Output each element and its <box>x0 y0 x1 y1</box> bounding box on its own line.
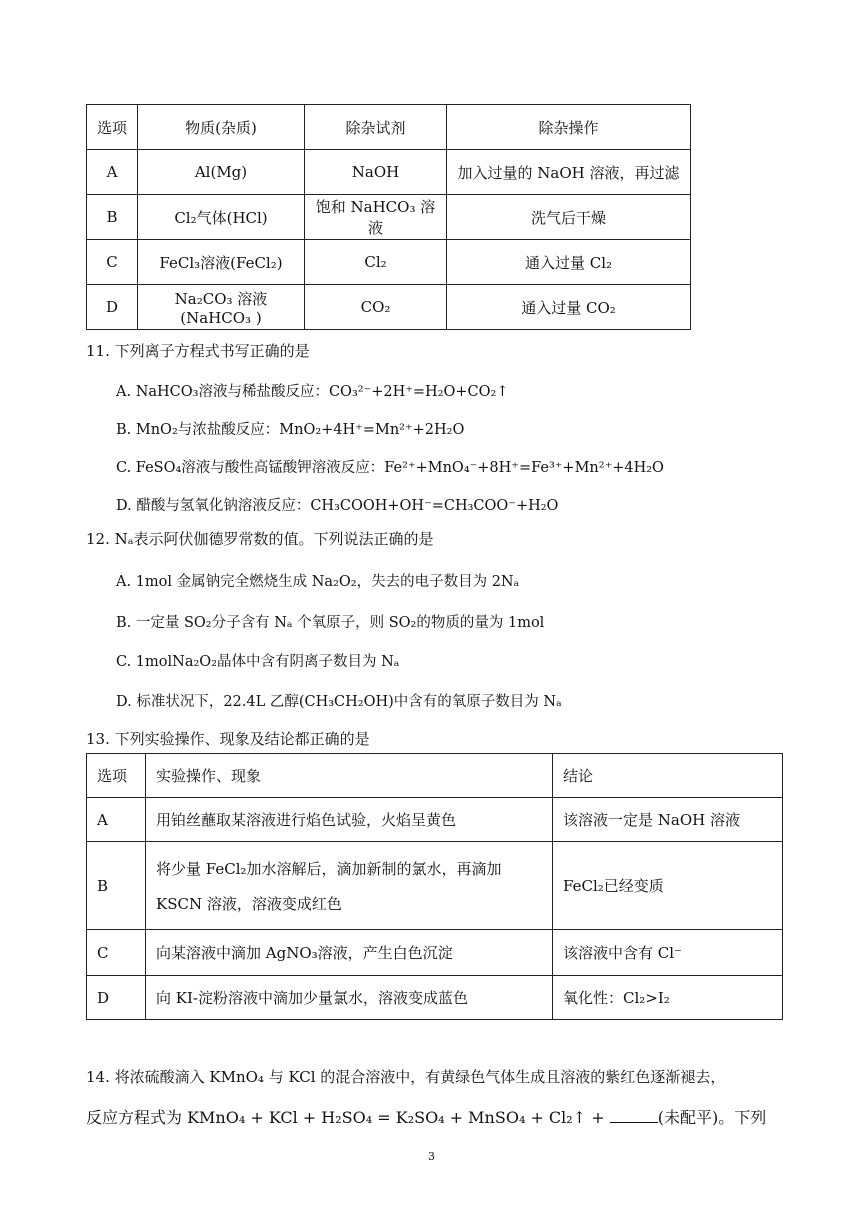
table-row <box>87 976 783 1020</box>
cell: 向 KI-淀粉溶液中滴加少量氯水，溶液变成蓝色 <box>146 976 553 1020</box>
cell: D <box>87 285 138 330</box>
table-row <box>87 195 691 240</box>
cell: Cl₂ <box>305 240 447 285</box>
cell: 该溶液中含有 Cl⁻ <box>553 930 783 976</box>
cell: Cl₂气体(HCl) <box>138 195 305 240</box>
header-cell: 除杂操作 <box>447 105 691 150</box>
table-row <box>87 798 783 842</box>
question-13-stem: 13. 下列实验操作、现象及结论都正确的是 <box>86 730 370 748</box>
reaction-equation: 反应方程式为 KMnO₄ + KCl + H₂SO₄ = K₂SO₄ + MnSO₄ + Cl₂↑ + <box>86 1108 610 1127</box>
page-number: 3 <box>428 1150 435 1163</box>
cell: CO₂ <box>305 285 447 330</box>
cell: 氧化性：Cl₂>I₂ <box>553 976 783 1020</box>
q12-option-b: B. 一定量 SO₂分子含有 Nₐ 个氧原子，则 SO₂的物质的量为 1mol <box>116 615 545 631</box>
cell: 洗气后干燥 <box>447 195 691 240</box>
cell: 该溶液一定是 NaOH 溶液 <box>553 798 783 842</box>
cell: NaOH <box>305 150 447 195</box>
cell: A <box>87 150 138 195</box>
q11-option-c: C. FeSO₄溶液与酸性高锰酸钾溶液反应：Fe²⁺+MnO₄⁻+8H⁺=Fe³⁺+Mn²⁺+4H₂O <box>116 460 664 476</box>
q11-option-d: D. 醋酸与氢氧化钠溶液反应：CH₃COOH+OH⁻=CH₃COO⁻+H₂O <box>116 498 559 514</box>
table-header-row <box>87 105 691 150</box>
q12-option-d: D. 标准状况下，22.4L 乙醇(CH₃CH₂OH)中含有的氧原子数目为 Nₐ <box>116 694 562 710</box>
header-cell: 实验操作、现象 <box>146 754 553 798</box>
question-11-stem: 11. 下列离子方程式书写正确的是 <box>86 342 310 360</box>
table-row <box>87 240 691 285</box>
cell: Al(Mg) <box>138 150 305 195</box>
q11-option-a: A. NaHCO₃溶液与稀盐酸反应：CO₃²⁻+2H⁺=H₂O+CO₂↑ <box>116 384 509 400</box>
impurity-removal-table <box>86 104 691 330</box>
header-cell: 除杂试剂 <box>305 105 447 150</box>
cell-line: 将少量 FeCl₂加水溶解后，滴加新制的氯水，再滴加 <box>156 859 502 878</box>
question-12-stem: 12. Nₐ表示阿伏伽德罗常数的值。下列说法正确的是 <box>86 530 434 548</box>
equation-suffix: (未配平)。下列 <box>657 1108 767 1127</box>
answer-blank <box>610 1110 658 1123</box>
cell: 加入过量的 NaOH 溶液，再过滤 <box>447 150 691 195</box>
question-14-line2 <box>86 1105 766 1128</box>
q12-option-a: A. 1mol 金属钠完全燃烧生成 Na₂O₂，失去的电子数目为 2Nₐ <box>116 574 520 590</box>
cell: C <box>87 930 146 976</box>
cell: B <box>87 842 146 930</box>
header-cell: 物质(杂质) <box>138 105 305 150</box>
cell: A <box>87 798 146 842</box>
experiment-table <box>86 753 783 1020</box>
cell: 向某溶液中滴加 AgNO₃溶液，产生白色沉淀 <box>146 930 553 976</box>
table-row <box>87 930 783 976</box>
cell-line: KSCN 溶液，溶液变成红色 <box>156 894 342 913</box>
cell: 通入过量 Cl₂ <box>447 240 691 285</box>
cell: 通入过量 CO₂ <box>447 285 691 330</box>
cell: 饱和 NaHCO₃ 溶液 <box>305 195 447 240</box>
cell: FeCl₃溶液(FeCl₂) <box>138 240 305 285</box>
question-14-line1: 14. 将浓硫酸滴入 KMnO₄ 与 KCl 的混合溶液中，有黄绿色气体生成且溶液的紫红色逐渐褪去， <box>86 1068 726 1086</box>
cell: B <box>87 195 138 240</box>
cell: Na₂CO₃ 溶液(NaHCO₃ ) <box>138 285 305 330</box>
cell: FeCl₂已经变质 <box>553 842 783 930</box>
cell: C <box>87 240 138 285</box>
header-cell: 选项 <box>87 105 138 150</box>
cell <box>146 842 553 930</box>
q11-option-b: B. MnO₂与浓盐酸反应：MnO₂+4H⁺=Mn²⁺+2H₂O <box>116 422 465 438</box>
table-row <box>87 150 691 195</box>
header-cell: 选项 <box>87 754 146 798</box>
cell: D <box>87 976 146 1020</box>
table-header-row <box>87 754 783 798</box>
table-row <box>87 285 691 330</box>
header-cell: 结论 <box>553 754 783 798</box>
table-row <box>87 842 783 930</box>
cell: 用铂丝蘸取某溶液进行焰色试验，火焰呈黄色 <box>146 798 553 842</box>
q12-option-c: C. 1molNa₂O₂晶体中含有阴离子数目为 Nₐ <box>116 654 400 670</box>
